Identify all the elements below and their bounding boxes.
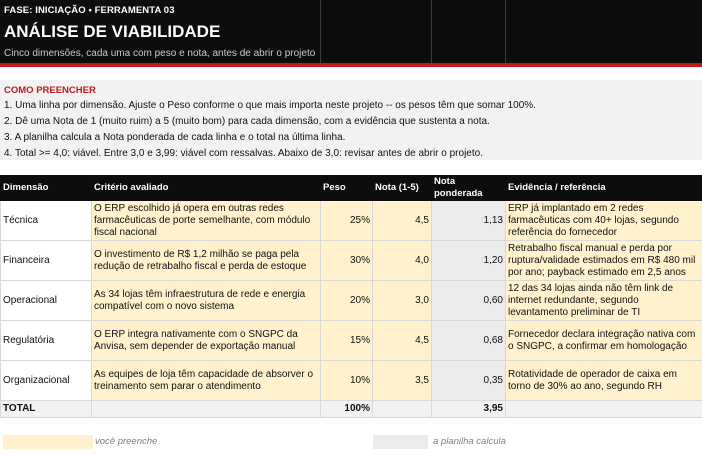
viability-table	[0, 175, 702, 418]
instructions-title: COMO PREENCHER	[4, 85, 96, 96]
evidence-cell[interactable]: Rotatividade de operador de caixa em torno de 30% ao ano, segundo RH	[506, 361, 702, 401]
weighted-score-cell: 1,13	[432, 201, 506, 241]
criterion-cell[interactable]: O investimento de R$ 1,2 milhão se paga pela redução de retrabalho fiscal e perda de estoque	[92, 241, 321, 281]
instruction-step: 3. A planilha calcula a Nota ponderada de cada linha e o total na última linha.	[4, 132, 346, 143]
dimension-cell: Financeira	[1, 241, 92, 281]
column-header-evidence: Evidência / referência	[506, 176, 702, 201]
dimension-cell: Técnica	[1, 201, 92, 241]
column-header-weighted: Nota ponderada	[432, 176, 506, 201]
total-row	[1, 401, 702, 418]
page-subtitle: Cinco dimensões, cada uma com peso e nota, antes de abrir o projeto	[4, 48, 316, 59]
legend-input-swatch	[3, 435, 93, 449]
page-title: ANÁLISE DE VIABILIDADE	[4, 22, 221, 41]
weighted-score-cell: 0,35	[432, 361, 506, 401]
instructions-panel	[0, 80, 702, 160]
total-empty-cell	[506, 401, 702, 418]
table-row	[1, 241, 702, 281]
evidence-cell[interactable]: 12 das 34 lojas ainda não têm link de internet redundante, segundo levantamento preliminar de TI	[506, 281, 702, 321]
header-banner	[0, 0, 702, 63]
instruction-step: 1. Uma linha por dimensão. Ajuste o Peso conforme o que mais importa neste projeto -- os pesos têm que somar 100%.	[4, 100, 536, 111]
legend-input-label: você preenche	[95, 436, 158, 447]
dimension-cell: Organizacional	[1, 361, 92, 401]
header-divider	[505, 0, 506, 63]
total-empty-cell	[92, 401, 321, 418]
evidence-cell[interactable]: ERP já implantado em 2 redes farmacêuticas com 40+ lojas, segundo referência do fornecedor	[506, 201, 702, 241]
score-cell[interactable]: 3,0	[373, 281, 432, 321]
weighted-score-cell: 0,68	[432, 321, 506, 361]
dimension-cell: Regulatória	[1, 321, 92, 361]
criterion-cell[interactable]: As 34 lojas têm infraestrutura de rede e energia compatível com o novo sistema	[92, 281, 321, 321]
table-row	[1, 281, 702, 321]
weighted-score-cell: 0,60	[432, 281, 506, 321]
weight-cell[interactable]: 15%	[321, 321, 373, 361]
score-cell[interactable]: 4,5	[373, 321, 432, 361]
score-cell[interactable]: 4,0	[373, 241, 432, 281]
evidence-cell[interactable]: Fornecedor declara integração nativa com o SNGPC, a confirmar em homologação	[506, 321, 702, 361]
criterion-cell[interactable]: O ERP escolhido já opera em outras redes farmacêuticas de porte semelhante, com módulo fiscal nacional	[92, 201, 321, 241]
total-weighted-score: 3,95	[432, 401, 506, 418]
header-divider	[431, 0, 432, 63]
criterion-cell[interactable]: As equipes de loja têm capacidade de absorver o treinamento sem parar o atendimento	[92, 361, 321, 401]
table-header-row	[1, 176, 702, 201]
phase-label: FASE: INICIAÇÃO • FERRAMENTA 03	[4, 5, 175, 16]
header-divider	[320, 0, 321, 63]
dimension-cell: Operacional	[1, 281, 92, 321]
legend-calc-swatch	[373, 435, 428, 449]
column-header-score: Nota (1-5)	[373, 176, 432, 201]
weight-cell[interactable]: 10%	[321, 361, 373, 401]
column-header-criterion: Critério avaliado	[92, 176, 321, 201]
column-header-weight: Peso	[321, 176, 373, 201]
instruction-step: 4. Total >= 4,0: viável. Entre 3,0 e 3,99: viável com ressalvas. Abaixo de 3,0: revisar antes de abrir o projeto.	[4, 148, 483, 159]
accent-bar	[0, 63, 702, 67]
legend-calc-label: a planilha calcula	[433, 436, 506, 447]
table-row	[1, 201, 702, 241]
instruction-step: 2. Dê uma Nota de 1 (muito ruim) a 5 (muito bom) para cada dimensão, com a evidência que sustenta a nota.	[4, 116, 490, 127]
score-cell[interactable]: 4,5	[373, 201, 432, 241]
weight-cell[interactable]: 25%	[321, 201, 373, 241]
table-row	[1, 321, 702, 361]
table-row	[1, 361, 702, 401]
weighted-score-cell: 1,20	[432, 241, 506, 281]
evidence-cell[interactable]: Retrabalho fiscal manual e perda por ruptura/validade estimados em R$ 480 mil por ano; payback estimado em 2,5 anos	[506, 241, 702, 281]
criterion-cell[interactable]: O ERP integra nativamente com o SNGPC da Anvisa, sem depender de exportação manual	[92, 321, 321, 361]
total-weight: 100%	[321, 401, 373, 418]
weight-cell[interactable]: 30%	[321, 241, 373, 281]
column-header-dimension: Dimensão	[1, 176, 92, 201]
total-empty-cell	[373, 401, 432, 418]
weight-cell[interactable]: 20%	[321, 281, 373, 321]
score-cell[interactable]: 3,5	[373, 361, 432, 401]
total-label: TOTAL	[1, 401, 92, 418]
